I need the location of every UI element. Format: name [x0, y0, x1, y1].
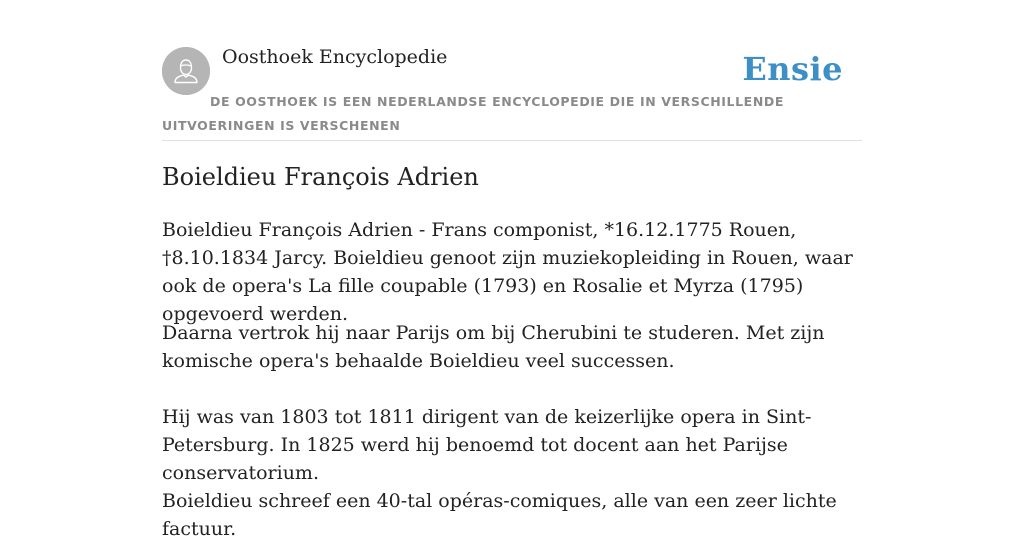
article-paragraph: Hij was van 1803 tot 1811 dirigent van de keizerlijke opera in Sint-Petersburg. In 1825 werd hij benoemd tot docent aan het Parijse conservatorium.	[162, 406, 812, 484]
avatar[interactable]	[162, 47, 210, 95]
article-paragraph: Daarna vertrok hij naar Parijs om bij Cherubini te studeren. Met zijn komische opera's behaalde Boieldieu veel successen.	[162, 322, 825, 372]
site-header	[162, 0, 862, 141]
ensie-logo[interactable]: Ensie	[742, 50, 843, 88]
user-icon	[162, 47, 210, 95]
site-title[interactable]: Oosthoek Encyclopedie	[222, 46, 448, 68]
site-tagline: DE OOSTHOEK IS EEN NEDERLANDSE ENCYCLOPEDIE DIE IN VERSCHILLENDE UITVOERINGEN IS VERSCHENEN	[162, 94, 784, 133]
article-paragraph: Boieldieu François Adrien - Frans componist, *16.12.1775 Rouen, †8.10.1834 Jarcy. Boieldieu genoot zijn muziekopleiding in Rouen, waar ook de opera's La fille coupable (1793) en Rosalie et Myrza (1795) opgevoerd werden.	[162, 219, 853, 325]
page-container	[162, 0, 862, 540]
article-paragraph: Boieldieu schreef een 40-tal opéras-comiques, alle van een zeer lichte factuur.	[162, 490, 837, 540]
article-title: Boieldieu François Adrien	[162, 163, 479, 191]
